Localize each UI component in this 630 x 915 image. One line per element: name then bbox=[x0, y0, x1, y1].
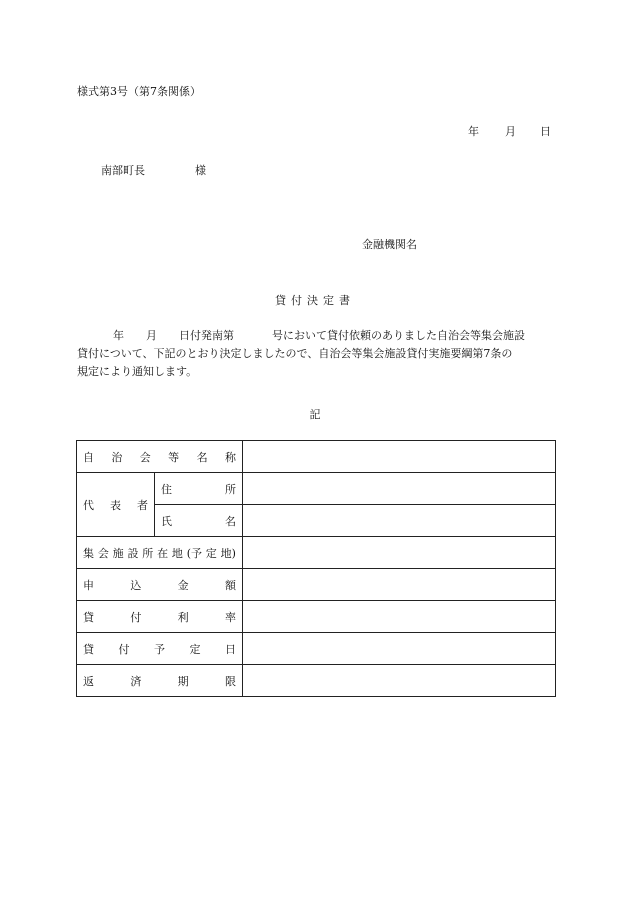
value-repayment-period[interactable] bbox=[243, 665, 556, 697]
label-rep-address: 住 所 bbox=[155, 473, 243, 505]
table-row bbox=[77, 601, 556, 633]
label-repayment-period: 返 済 期 限 bbox=[77, 665, 243, 697]
issuer-label: 金融機関名 bbox=[362, 238, 417, 251]
value-interest-rate[interactable] bbox=[243, 601, 556, 633]
label-representative: 代 表 者 bbox=[77, 473, 155, 537]
label-scheduled-date: 貸 付 予 定 日 bbox=[77, 633, 243, 665]
notice-line-1-rest: 号において貸付依頼のありました自治会等集会施設 bbox=[272, 329, 525, 342]
label-association-name: 自 治 会 等 名 称 bbox=[77, 441, 243, 473]
notice-year: 年 bbox=[113, 329, 124, 342]
date-year-label: 年 bbox=[468, 125, 479, 138]
table-row bbox=[77, 537, 556, 569]
value-scheduled-date[interactable] bbox=[243, 633, 556, 665]
value-application-amount[interactable] bbox=[243, 569, 556, 601]
ki-heading: 記 bbox=[309, 408, 321, 421]
notice-line-3: 規定により通知します。 bbox=[77, 365, 198, 378]
date-month-label: 月 bbox=[505, 125, 516, 138]
table-row bbox=[77, 473, 556, 505]
label-interest-rate: 貸 付 利 率 bbox=[77, 601, 243, 633]
label-application-amount: 申 込 金 額 bbox=[77, 569, 243, 601]
table-row bbox=[77, 633, 556, 665]
label-facility-location: 集 会 施 設 所 在 地 (予 定 地) bbox=[77, 537, 243, 569]
label-rep-name: 氏 名 bbox=[155, 505, 243, 537]
notice-line-2: 貸付について、下記のとおり決定しましたので、自治会等集会施設貸付実施要綱第7条の bbox=[77, 347, 513, 360]
notice-body bbox=[77, 327, 557, 381]
table-row bbox=[77, 569, 556, 601]
date-day-label: 日 bbox=[540, 125, 551, 138]
addressee-name: 南部町長 bbox=[101, 164, 145, 177]
notice-month: 月 bbox=[146, 329, 157, 342]
notice-issue-prefix: 日付発南第 bbox=[179, 329, 234, 342]
value-rep-name[interactable] bbox=[243, 505, 556, 537]
notice-line-1 bbox=[77, 327, 557, 345]
document-title: 貸付決定書 bbox=[275, 294, 355, 307]
value-association-name[interactable] bbox=[243, 441, 556, 473]
table-row bbox=[77, 441, 556, 473]
table-row bbox=[77, 665, 556, 697]
loan-details-table bbox=[76, 440, 556, 697]
value-rep-address[interactable] bbox=[243, 473, 556, 505]
form-number: 様式第3号（第7条関係） bbox=[77, 85, 201, 98]
value-facility-location[interactable] bbox=[243, 537, 556, 569]
addressee-honorific: 様 bbox=[195, 164, 206, 177]
